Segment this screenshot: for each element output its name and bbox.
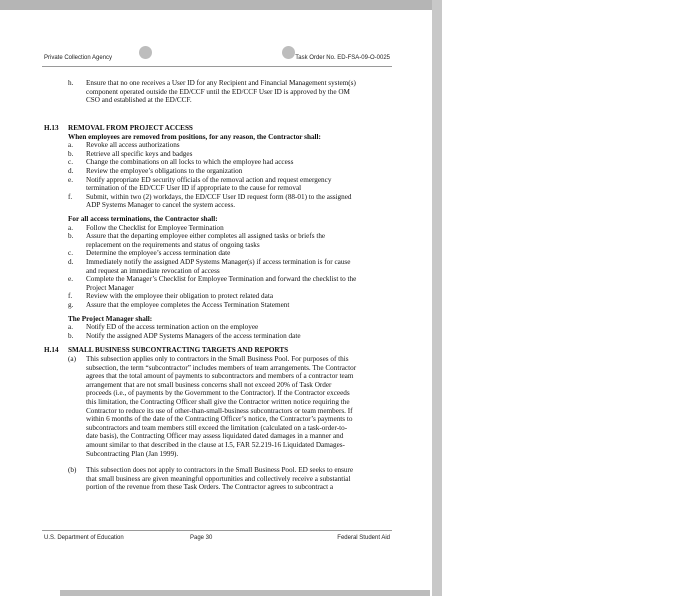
- h14-para-a-text: subcontractors and team members still exceed the limitation (calculated on a task-order-to-: [86, 423, 348, 432]
- h13-termination-item-text: Project Manager: [86, 283, 134, 292]
- h14-para-a-text: Subcontracting Plan (Jan 1999).: [86, 449, 179, 458]
- h13-termination-item-label: a.: [68, 223, 73, 232]
- h13-pm-item-label: a.: [68, 323, 73, 332]
- h14-para-a-text: subsection, the term “subcontractor” includes members of team arrangements. The Contractor: [86, 363, 357, 372]
- h13-lead-terminations: For all access terminations, the Contractor shall:: [68, 215, 218, 223]
- section-number-h14: H.14: [44, 346, 59, 355]
- h13-termination-item-text: Review with the employee their obligation to protect related data: [86, 292, 274, 301]
- h13-pm-item-text: Notify ED of the access termination action on the employee: [86, 323, 259, 332]
- item-h-label: h.: [68, 79, 74, 87]
- h13-termination-item-text: replacement on the requirements and status of ongoing tasks: [86, 240, 260, 249]
- h14-para-b-text: portion of the revenue from these Task Orders. The Contractor agrees to subcontract a: [86, 483, 334, 492]
- h14-para-b-label: (b): [68, 466, 77, 475]
- h13-pm-item-text: Notify the assigned ADP Systems Managers of the access termination date: [86, 331, 301, 340]
- footer-page-number: Page 30: [190, 535, 213, 541]
- h14-para-b-text: that small business are given meaningful opportunities and collectively receive a substantial: [86, 474, 351, 483]
- h13-removal-item-label: a.: [68, 141, 73, 150]
- h13-termination-item-label: g.: [68, 301, 74, 309]
- h14-para-a-text: within 6 months of the date of the Contracting Officer’s notice, the Contractor’s payments to: [86, 415, 353, 424]
- h13-termination-item-label: d.: [68, 258, 74, 266]
- h13-removal-item-text: ADP Systems Manager to cancel the system access.: [86, 201, 236, 210]
- h14-para-a-text: Contractor to reduce its use of other-than-small-business subcontractors or team members. If: [86, 406, 353, 415]
- scan-shadow-right: [432, 0, 442, 596]
- h14-para-a-text: agrees that the total amount of payments to subcontractors and members of a contractor team: [86, 372, 354, 381]
- h13-lead-removal: When employees are removed from positions, for any reason, the Contractor shall:: [68, 132, 321, 141]
- h13-termination-item-label: c.: [68, 249, 73, 258]
- h14-para-a-text: This subsection applies only to contractors in the Small Business Pool. For purposes of this: [86, 355, 349, 363]
- h13-removal-item-label: b.: [68, 149, 74, 158]
- header-left: Private Collection Agency: [44, 55, 113, 61]
- h14-para-a-text: proceeds (i.e., of payments by the Government to the Contractor). If the Contractor exceeds: [86, 389, 350, 398]
- h13-termination-item-text: Assure that the employee completes the Access Termination Statement: [86, 301, 290, 309]
- document-page: [0, 10, 432, 590]
- footer-right: Federal Student Aid: [337, 535, 390, 541]
- h14-para-a-text: amount similar to that described in the clause at I.5, FAR 52.219-16 Liquidated Damages-: [86, 441, 345, 449]
- header-right: Task Order No. ED-FSA-09-O-0025: [295, 55, 390, 61]
- h13-removal-item-text: Revoke all access authorizations: [86, 141, 180, 150]
- h14-para-a-text: date basis), the Contracting Officer may assess liquidated dated damages in a manner and: [86, 432, 344, 441]
- h13-removal-item-label: c.: [68, 158, 73, 167]
- h13-removal-item-text: Retrieve all specific keys and badges: [86, 149, 193, 158]
- h14-para-a-text: arrangement that are not small business concerns shall not exceed 20% of Task Order: [86, 380, 332, 389]
- h13-termination-item-text: Determine the employee’s access termination date: [86, 249, 231, 258]
- h13-removal-item-label: e.: [68, 175, 73, 184]
- footer-rule: [42, 530, 392, 531]
- h13-removal-item-text: termination of the ED/CCF User ID if appropriate to the cause for removal: [86, 184, 302, 193]
- section-title-h14: SMALL BUSINESS SUBCONTRACTING TARGETS AND REPORTS: [68, 346, 289, 355]
- h13-termination-item-text: and request an immediate revocation of access: [86, 266, 220, 275]
- h13-lead-project-manager: The Project Manager shall:: [68, 314, 153, 323]
- h13-termination-item-label: e.: [68, 275, 73, 284]
- item-h-text: Ensure that no one receives a User ID for any Recipient and Financial Management system(s): [86, 79, 356, 87]
- h13-termination-item-text: Assure that the departing employee either completes all assigned tasks or briefs the: [86, 232, 326, 241]
- h13-termination-item-text: Immediately notify the assigned ADP Systems Manager(s) if access termination is for cause: [86, 258, 351, 266]
- h13-termination-item-text: Follow the Checklist for Employee Termination: [86, 223, 224, 232]
- h13-removal-item-label: f.: [68, 192, 73, 201]
- punch-hole-left: [139, 46, 152, 59]
- h13-removal-item-text: Change the combinations on all locks to which the employee had access: [86, 158, 294, 167]
- h14-para-b-text: This subsection does not apply to contractors in the Small Business Pool. ED seeks to ensure: [86, 466, 354, 475]
- footer-left: U.S. Department of Education: [44, 535, 124, 541]
- h14-para-a-text: this limitation, the Contracting Officer shall give the Contractor written notice requiring the: [86, 398, 350, 406]
- h13-removal-item-label: d.: [68, 167, 74, 175]
- h13-pm-item-label: b.: [68, 331, 74, 340]
- item-h-text: component operated outside the ED/CCF until the ED/CCF User ID is approved by the OM: [86, 87, 350, 96]
- h13-removal-item-text: Submit, within two (2) workdays, the ED/CCF User ID request form (88-01) to the assigned: [86, 192, 352, 201]
- h14-para-a-label: (a): [68, 355, 76, 363]
- h13-termination-item-label: b.: [68, 232, 74, 241]
- header-rule: [42, 66, 392, 67]
- h13-termination-item-label: f.: [68, 292, 73, 301]
- item-h-text: CSO and established at the ED/CCF.: [86, 96, 192, 105]
- section-title-h13: REMOVAL FROM PROJECT ACCESS: [68, 124, 193, 132]
- h13-removal-item-text: Review the employee’s obligations to the organization: [86, 167, 243, 175]
- h13-removal-item-text: Notify appropriate ED security officials of the removal action and request emergency: [86, 175, 332, 184]
- section-number-h13: H.13: [44, 124, 59, 132]
- h13-termination-item-text: Complete the Manager’s Checklist for Employee Termination and forward the checklist to the: [86, 275, 357, 284]
